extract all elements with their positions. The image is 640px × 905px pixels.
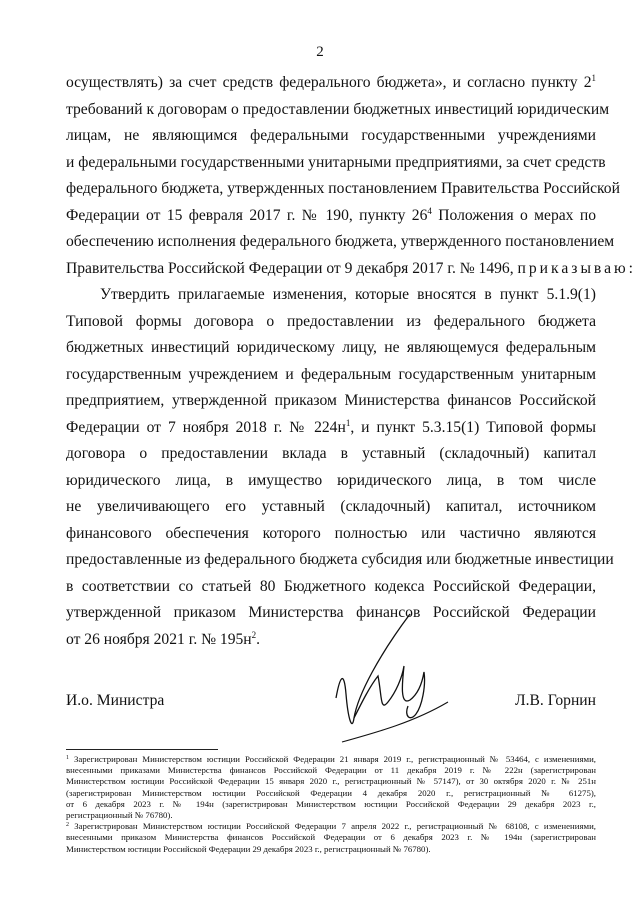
footnote-line — [66, 754, 596, 765]
handwritten-signature — [318, 606, 458, 744]
footnote-reference: 1 — [591, 73, 596, 83]
line-text: регистрационный № 76780). — [66, 809, 173, 820]
page-number: 2 — [316, 44, 324, 60]
line-text: внесенными приказами Министерства финансов Российской Федерации от 11 декабря 2019 г. № 222н (зарегистрирован — [66, 765, 596, 776]
footnote-line — [66, 788, 596, 799]
body-line — [66, 362, 596, 389]
body-line — [66, 150, 606, 177]
footnote-line — [66, 765, 596, 776]
line-text: осуществлять) за счет средств федерального бюджета», и согласно пункту 2 — [66, 74, 592, 91]
footnote-line — [66, 799, 596, 810]
body-line — [66, 70, 596, 97]
footnote-line — [66, 821, 596, 832]
footnote-marker: 1 — [66, 755, 69, 761]
footnotes — [66, 754, 596, 855]
line-text: в соответствии со статьей 80 Бюджетного кодекса Российской Федерации, — [66, 577, 596, 595]
order-word: приказываю — [517, 259, 629, 277]
body-line — [66, 309, 596, 336]
signatory-position: И.о. Министра — [66, 692, 165, 709]
line-text: Зарегистрирован Министерством юстиции Российской Федерации 21 января 2019 г., регистрационный № 53464, с изменениями, — [73, 754, 596, 764]
line-text: Федерации от 15 февраля 2017 г. № 190, пункту 26 — [66, 206, 428, 224]
footnote-line — [66, 832, 596, 843]
line-text: юридического лица, в имущество юридического лица, в том числе — [66, 471, 596, 489]
document-body — [66, 70, 633, 653]
line-text: внесенными приказом Министерства финансов Российской Федерации от 6 декабря 2023 г. № 194н (зарегистрирован — [66, 832, 596, 843]
footnote-marker: 2 — [66, 822, 69, 829]
line-text: Типовой формы договора о предоставлении из федерального бюджета — [66, 312, 596, 330]
line-text: от 6 декабря 2023 г. № 194н (зарегистрирован Министерством юстиции Российской Федерации 29 декабря 2023 г., — [66, 798, 596, 809]
footnote-reference: 4 — [427, 205, 432, 216]
body-line — [66, 97, 610, 124]
body-line — [66, 547, 614, 574]
body-line — [66, 521, 596, 548]
signature-block — [66, 692, 596, 716]
line-text-continued: . — [256, 630, 261, 648]
line-text-continued: , и пункт 5.3.15(1) Типовой формы — [350, 418, 596, 436]
line-text-continued: : — [628, 259, 633, 277]
line-text: договора о предоставлении вклада в уставный (складочный) капитал — [66, 445, 596, 462]
footnote-separator — [66, 749, 218, 750]
footnote-line — [66, 776, 596, 787]
line-text: и федеральными государственными унитарными предприятиями, за счет средств — [66, 153, 606, 171]
body-line — [66, 335, 596, 362]
body-line — [66, 229, 615, 256]
footnote-reference: 1 — [345, 417, 351, 428]
line-text: бюджетных инвестиций юридическому лицу, не являющемуся федеральным — [66, 339, 596, 356]
line-text: утвержденной приказом Министерства финансов Российской Федерации — [66, 604, 596, 621]
line-text: Правительства Российской Федерации от 9 декабря 2017 г. № 1496, — [66, 259, 518, 277]
footnote-line — [66, 844, 596, 855]
signatory-name: Л.В. Горнин — [515, 692, 596, 709]
footnote-reference: 2 — [251, 629, 257, 640]
line-text: Федерации от 7 ноября 2018 г. № 224н — [66, 418, 346, 436]
body-line — [66, 256, 633, 283]
body-line — [66, 282, 596, 309]
line-text: предоставленные из федерального бюджета субсидия или бюджетные инвестиции — [66, 551, 614, 568]
line-text: федерального бюджета, утвержденных постановлением Правительства Российской — [66, 180, 620, 197]
body-line — [66, 468, 596, 495]
line-text: Утвердить прилагаемые изменения, которые вносятся в пункт 5.1.9(1) — [100, 286, 596, 303]
line-text: Зарегистрирован Министерством юстиции Российской Федерации 7 апреля 2022 г., регистрационный № 68108, с изменениями, — [74, 821, 596, 832]
line-text: не увеличивающего его уставный (складочный) капитал, источником — [66, 498, 596, 515]
line-text: Министерством юстиции Российской Федерации 29 декабря 2023 г., регистрационный № 76780). — [66, 843, 431, 854]
line-text: предприятием, утвержденной приказом Министерства финансов Российской — [66, 392, 596, 409]
body-line — [66, 494, 596, 521]
body-line — [66, 574, 596, 601]
line-text: лицам, не являющимся федеральными государственными учреждениями — [66, 127, 596, 144]
line-text: от 26 ноября 2021 г. № 195н — [66, 630, 252, 648]
body-line — [66, 441, 596, 468]
body-line — [66, 388, 596, 415]
body-line — [66, 415, 596, 442]
body-line — [66, 123, 596, 150]
body-line — [66, 203, 596, 230]
footnote-line — [66, 810, 596, 821]
line-text: государственным учреждением и федеральным государственным унитарным — [66, 365, 596, 383]
line-text: (зарегистрирован Министерством юстиции Российской Федерации 4 декабря 2020 г., регистрационный № 61275), — [66, 787, 596, 798]
line-text: обеспечению исполнения федерального бюджета, утвержденного постановлением — [66, 233, 615, 250]
body-line — [66, 176, 620, 203]
line-text-continued: Положения о мерах по — [431, 206, 596, 224]
line-text: требований к договорам о предоставлении бюджетных инвестиций юридическим — [66, 100, 610, 118]
line-text: финансового обеспечения которого полностью или частично являются — [66, 524, 596, 542]
line-text: Министерством юстиции Российской Федерации 15 января 2020 г., регистрационный № 57147), от 30 октября 2020 г. № 251н — [66, 776, 596, 787]
